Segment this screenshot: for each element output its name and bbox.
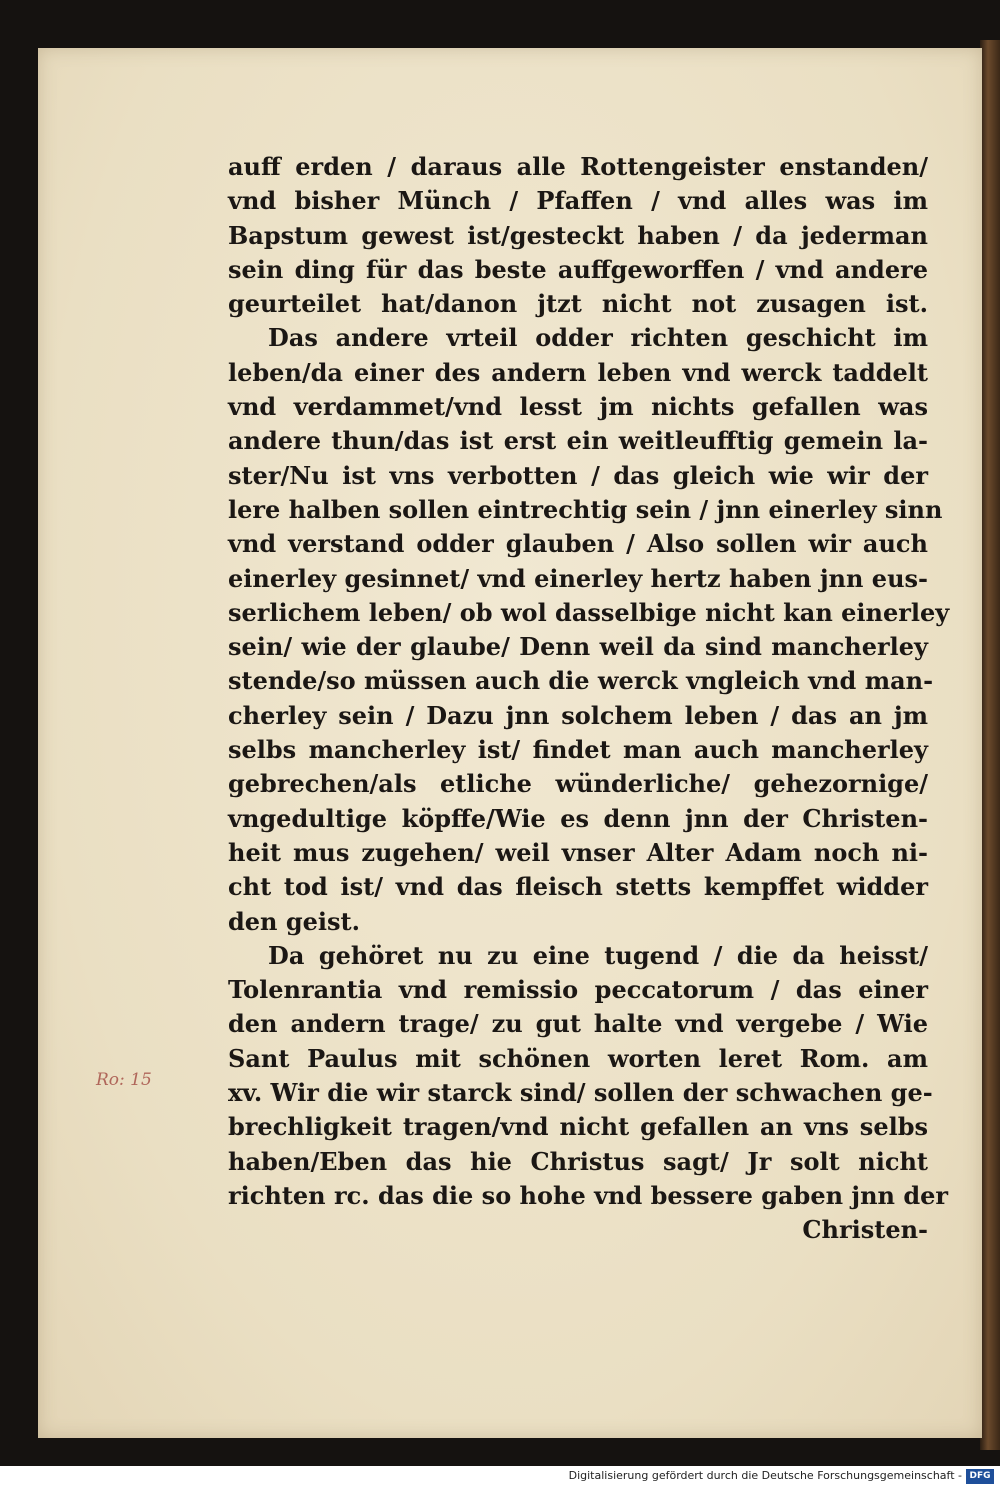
text-line: Bapstum gewest ist/gesteckt haben / da jederman — [228, 220, 928, 250]
text-line: haben/Eben das hie Christus sagt/ Jr solt nicht — [228, 1146, 928, 1176]
text-line: xv. Wir die wir starck sind/ sollen der schwachen ge- — [228, 1078, 933, 1108]
text-line: lere halben sollen eintrechtig sein / jnn einerley sinn — [228, 494, 943, 524]
text-line: vnd verstand odder glauben / Also sollen wir auch — [228, 529, 928, 559]
text-line: Da gehöret nu zu eine tugend / die da heisst/ — [268, 940, 928, 970]
margin-annotation: Ro: 15 — [96, 1070, 152, 1090]
text-line: vnd verdammet/vnd lesst jm nichts gefallen was — [228, 392, 928, 422]
footer-bar — [0, 1466, 1000, 1488]
catchword: Christen- — [802, 1215, 928, 1245]
text-line: cherley sein / Dazu jnn solchem leben / das an jm — [228, 700, 928, 730]
text-line: Tolenrantia vnd remissio peccatorum / das einer — [228, 975, 928, 1005]
text-line: Sant Paulus mit schönen worten leret Rom. am — [228, 1043, 928, 1073]
text-line: brechligkeit tragen/vnd nicht gefallen an vns selbs — [228, 1112, 928, 1142]
text-line: richten rc. das die so hohe vnd bessere gaben jnn der — [228, 1180, 949, 1210]
footer-credit: Digitalisierung gefördert durch die Deutsche Forschungsgemeinschaft - — [568, 1469, 962, 1482]
text-line: stende/so müssen auch die werck vngleich vnd man- — [228, 666, 934, 696]
text-line: geurteilet hat/danon jtzt nicht not zusagen ist. — [228, 289, 928, 319]
text-line: ster/Nu ist vns verbotten / das gleich wie wir der — [228, 460, 928, 490]
text-line: Das andere vrteil odder richten geschicht im — [268, 323, 928, 353]
text-line: selbs mancherley ist/ findet man auch mancherley — [228, 735, 928, 765]
text-line: den andern trage/ zu gut halte vnd vergebe / Wie — [228, 1009, 928, 1039]
book-spine-edge — [980, 40, 1000, 1450]
text-line: auff erden / daraus alle Rottengeister enstanden/ — [228, 152, 928, 181]
text-line: sein/ wie der glaube/ Denn weil da sind mancherley — [228, 632, 928, 662]
text-line: einerley gesinnet/ vnd einerley hertz haben jnn eus- — [228, 563, 928, 593]
page-text-block — [228, 150, 950, 1248]
text-line: leben/da einer des andern leben vnd werck taddelt — [228, 357, 928, 387]
text-line: andere thun/das ist erst ein weitleufftig gemein la- — [228, 426, 928, 456]
text-line: heit mus zugehen/ weil vnser Alter Adam noch ni- — [228, 837, 928, 867]
text-line: vngedultige köpffe/Wie es denn jnn der Christen- — [228, 803, 928, 833]
text-line: gebrechen/als etliche wünderliche/ gehezornige/ — [228, 769, 928, 799]
text-line: cht tod ist/ vnd das fleisch stetts kempffet widder — [228, 872, 928, 902]
text-line: vnd bisher Münch / Pfaffen / vnd alles was im — [228, 186, 928, 216]
text-line: sein ding für das beste auffgeworffen / vnd andere — [228, 254, 928, 284]
text-line: den geist. — [228, 906, 360, 936]
dfg-logo: DFG — [966, 1469, 994, 1484]
text-line: serlichem leben/ ob wol dasselbige nicht kan einerley — [228, 597, 950, 627]
